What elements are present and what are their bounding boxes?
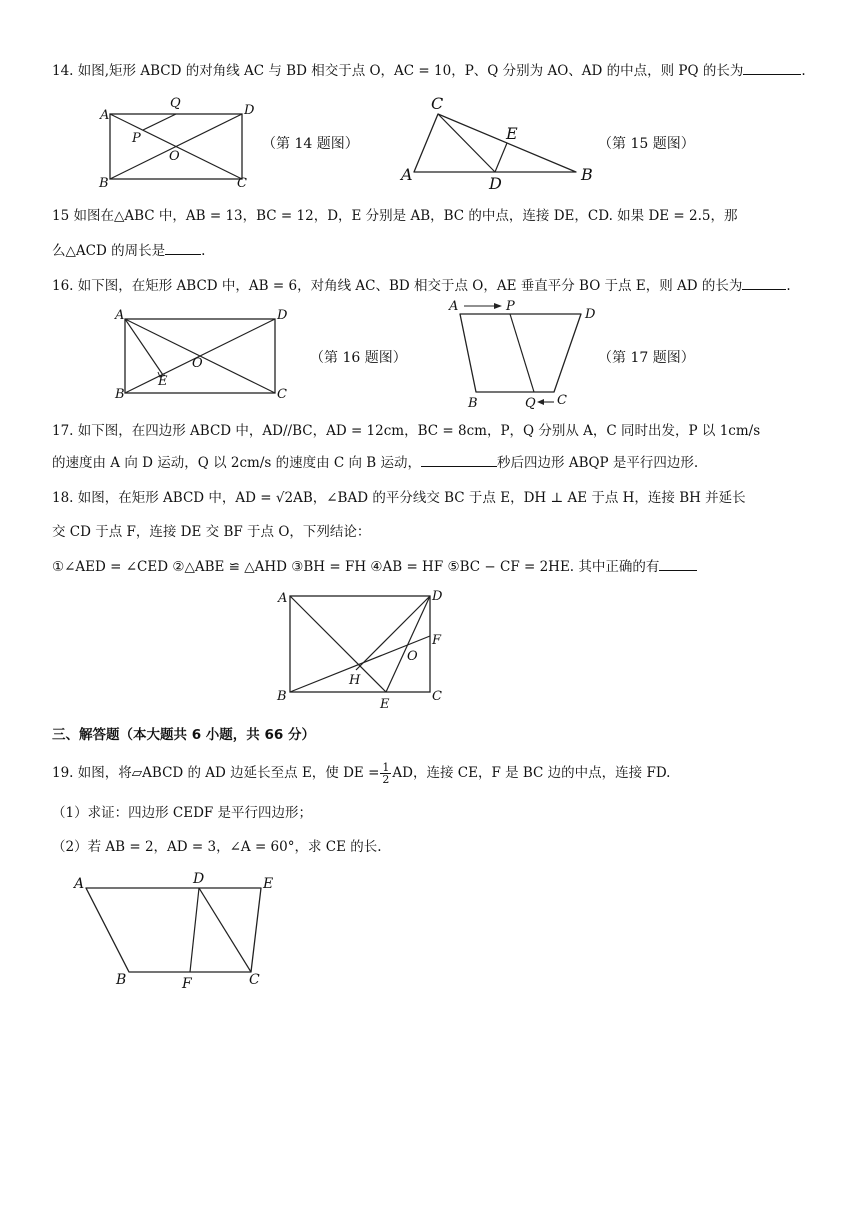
fig16-label-a: A — [115, 308, 125, 323]
figure-16 — [110, 303, 295, 403]
fig16-caption: （第 16 题图） — [310, 350, 407, 366]
fig18-label-o: O — [407, 649, 418, 664]
q16-text-line — [52, 275, 791, 296]
q19-text-b: AD，连接 CE，F 是 BC 边的中点，连接 FD. — [392, 765, 671, 781]
fig16-label-b: B — [115, 387, 125, 402]
fig18-label-e: E — [380, 697, 390, 712]
fig14-label-c: C — [237, 176, 247, 191]
fig17-label-q: Q — [525, 396, 536, 411]
fig14-label-b: B — [99, 176, 109, 191]
fig18-label-d: D — [432, 589, 443, 604]
q19-part1: （1）求证：四边形 CEDF 是平行四边形； — [52, 805, 313, 821]
q15-answer-blank[interactable] — [165, 240, 201, 255]
figure-18 — [270, 586, 460, 712]
q19-text-a: 19. 如图，将▱ABCD 的 AD 边延长至点 E，使 DE = — [52, 765, 380, 781]
fig19-label-b: B — [116, 972, 127, 988]
figure-19 — [66, 868, 291, 994]
fig18-label-c: C — [432, 689, 442, 704]
fig15-label-d: D — [489, 174, 502, 193]
q16-answer-blank[interactable] — [742, 275, 786, 290]
fig15-label-e: E — [506, 124, 518, 143]
q14-end: . — [801, 63, 806, 79]
fig15-label-a: A — [401, 165, 413, 184]
fig15-caption: （第 15 题图） — [598, 136, 695, 152]
fig17-label-p: P — [506, 299, 515, 314]
q19-fraction — [380, 762, 391, 785]
fig17-caption: （第 17 题图） — [598, 350, 695, 366]
q17-answer-blank[interactable] — [421, 452, 497, 467]
fig14-label-q: Q — [170, 96, 181, 111]
q18-line3 — [52, 556, 697, 577]
q17-text-end: 秒后四边形 ABQP 是平行四边形. — [497, 455, 699, 471]
section-3-heading: 三、解答题（本大题共 6 小题，共 66 分） — [52, 727, 315, 743]
fig19-label-c: C — [249, 972, 260, 988]
fig14-label-o: O — [169, 149, 180, 164]
fig18-label-b: B — [277, 689, 287, 704]
fig15-label-c: C — [431, 94, 444, 113]
figure-14 — [96, 92, 256, 192]
q16-text: 16. 如下图，在矩形 ABCD 中，AB = 6，对角线 AC、BD 相交于点 O，AE 垂直平分 BO 于点 E，则 AD 的长为 — [52, 278, 743, 294]
figure-15 — [398, 94, 603, 194]
q14-answer-blank[interactable] — [743, 60, 801, 75]
fig14-label-d: D — [244, 103, 255, 118]
q14-text-line — [52, 60, 806, 81]
fig17-label-b: B — [468, 396, 478, 411]
fig14-label-p: P — [132, 131, 141, 146]
q17-line1: 17. 如下图，在四边形 ABCD 中，AD//BC，AD = 12cm，BC = 8cm，P，Q 分别从 A，C 同时出发，P 以 1cm/s — [52, 423, 761, 439]
fig19-label-a: A — [74, 876, 85, 892]
q15-line2 — [52, 240, 205, 261]
q18-line1: 18. 如图，在矩形 ABCD 中，AD = √2AB，∠BAD 的平分线交 BC 于点 E，DH ⊥ AE 于点 H，连接 BH 并延长 — [52, 490, 746, 506]
q16-end: . — [786, 278, 791, 294]
fig14-label-a: A — [100, 108, 110, 123]
fig19-label-e: E — [263, 876, 274, 892]
fig16-label-c: C — [277, 387, 287, 402]
q19-fraction-numerator: 1 — [382, 761, 390, 774]
q17-line2 — [52, 452, 698, 473]
q15-end: . — [201, 243, 206, 259]
q18-line2: 交 CD 于点 F，连接 DE 交 BF 于点 O，下列结论： — [52, 524, 371, 540]
fig18-label-a: A — [278, 591, 288, 606]
q18-answer-blank[interactable] — [659, 556, 697, 571]
fig16-label-d: D — [277, 308, 288, 323]
q14-text: 14. 如图,矩形 ABCD 的对角线 AC 与 BD 相交于点 O，AC = 10，P、Q 分别为 AO、AD 的中点，则 PQ 的长为 — [52, 63, 744, 79]
fig16-label-e: E — [158, 374, 168, 389]
fig17-label-c: C — [557, 393, 567, 408]
figure-17 — [446, 298, 606, 410]
q19-fraction-denominator: 2 — [382, 773, 390, 786]
fig17-label-d: D — [585, 307, 596, 322]
fig16-label-o: O — [192, 356, 203, 371]
q19-part2: （2）若 AB = 2，AD = 3，∠A = 60°，求 CE 的长. — [52, 839, 382, 855]
q17-text: 的速度由 A 向 D 运动，Q 以 2cm/s 的速度由 C 向 B 运动， — [52, 455, 422, 471]
q15-line1: 15 如图在△ABC 中，AB = 13，BC = 12，D，E 分别是 AB，BC 的中点，连接 DE，CD. 如果 DE = 2.5，那 — [52, 208, 738, 224]
fig17-label-a: A — [449, 299, 459, 314]
fig15-label-b: B — [581, 165, 593, 184]
fig19-label-f: F — [182, 976, 192, 992]
fig19-label-d: D — [193, 871, 205, 887]
q19-line1 — [52, 762, 670, 785]
fig18-label-h: H — [349, 673, 361, 688]
fig18-label-f: F — [432, 633, 442, 648]
fig14-caption: （第 14 题图） — [262, 136, 359, 152]
q15-text: 么△ACD 的周长是 — [52, 243, 166, 259]
q18-text: ①∠AED = ∠CED ②△ABE ≌ △AHD ③BH = FH ④AB = HF ⑤BC − CF = 2HE. 其中正确的有 — [52, 559, 660, 575]
